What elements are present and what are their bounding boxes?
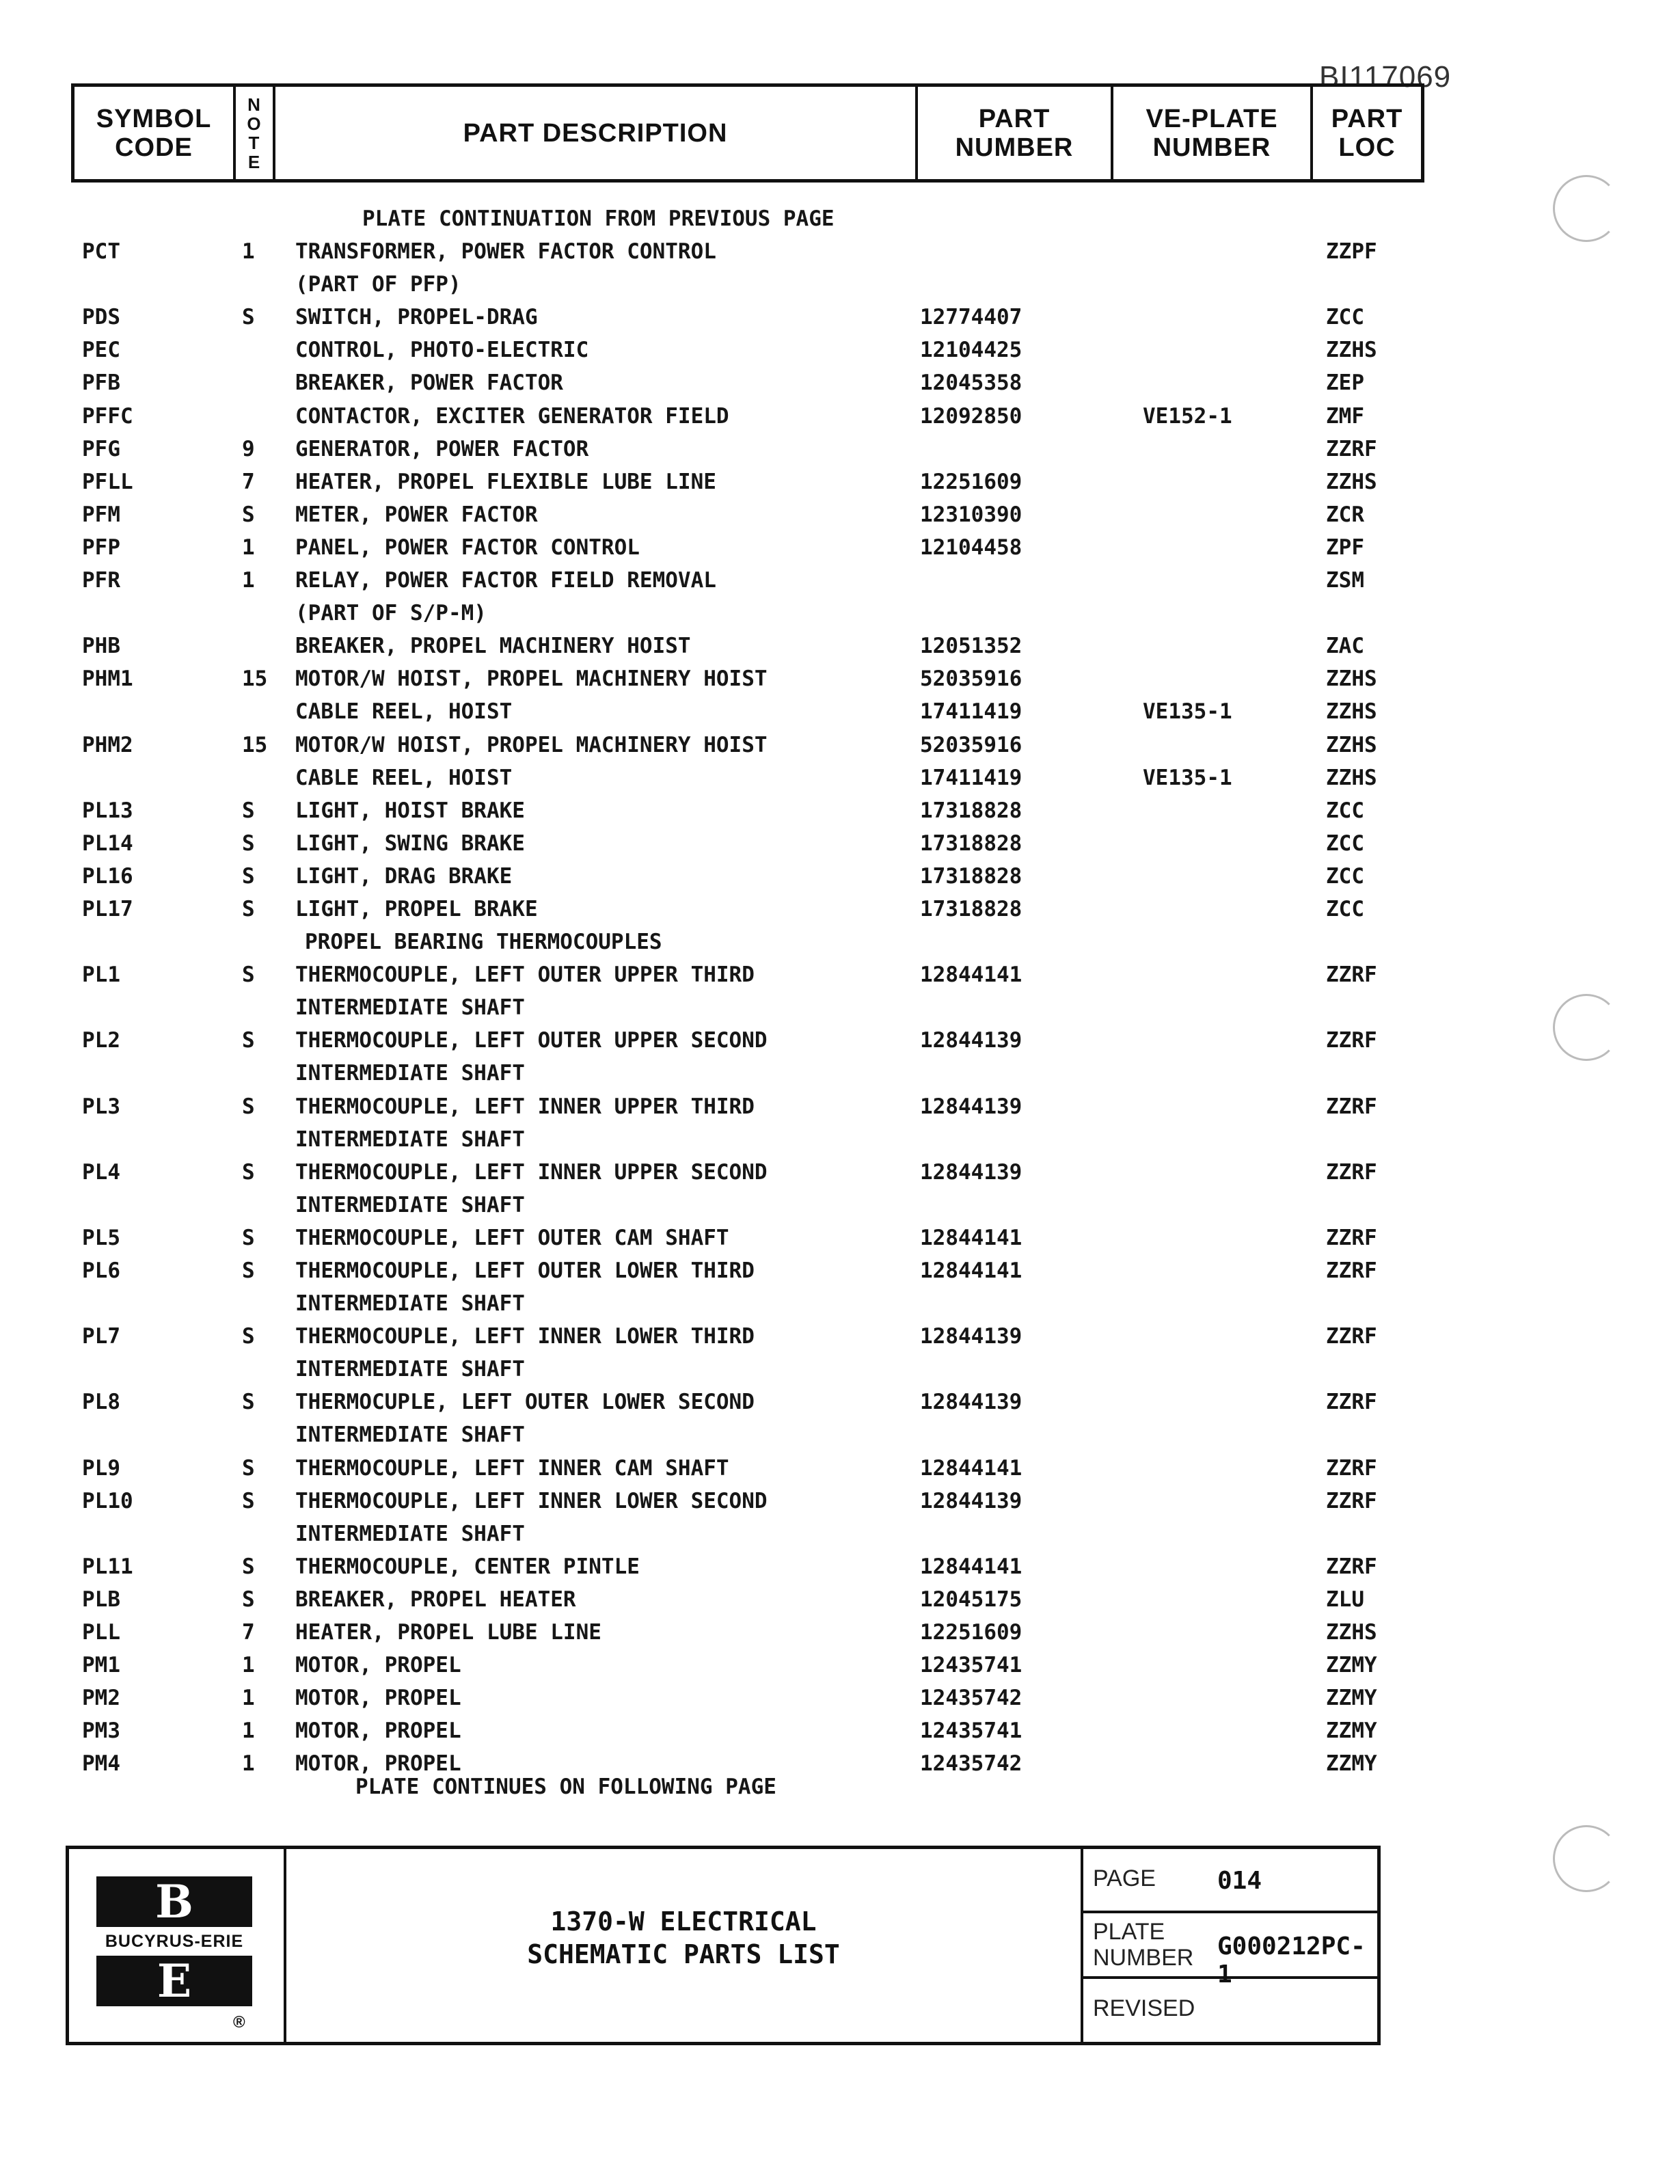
description-cell: MOTOR, PROPEL (295, 1686, 461, 1711)
symbol-code-cell: PFR (82, 568, 120, 593)
table-row (0, 695, 1680, 728)
part-loc-cell: ZCC (1326, 831, 1364, 856)
part-number-cell: 12310390 (920, 502, 1022, 527)
description-cell: CONTROL, PHOTO-ELECTRIC (295, 338, 589, 363)
symbol-code-cell: PFLL (82, 469, 133, 494)
part-loc-cell: ZZRF (1326, 1390, 1377, 1415)
part-number-cell: 12774407 (920, 305, 1022, 330)
table-row (0, 531, 1680, 564)
table-row (0, 794, 1680, 827)
title-block (66, 1846, 1381, 2045)
description-cell: THERMOCOUPLE, LEFT INNER UPPER THIRD (295, 1094, 755, 1119)
part-number-cell: 52035916 (920, 732, 1022, 757)
part-loc-cell: ZZMY (1326, 1718, 1377, 1744)
description-cell: THERMOCOUPLE, LEFT INNER LOWER SECOND (295, 1488, 768, 1513)
plate-number-cell (1083, 1913, 1377, 1988)
description-cell: BREAKER, PROPEL MACHINERY HOIST (295, 634, 691, 659)
part-loc-cell: ZCR (1326, 502, 1364, 527)
part-loc-cell: ZZMY (1326, 1686, 1377, 1711)
part-loc-cell: ZCC (1326, 863, 1364, 889)
note-cell: S (242, 502, 255, 527)
part-number-cell: 17318828 (920, 863, 1022, 889)
table-row (0, 761, 1680, 794)
part-number-cell: 12844139 (920, 1159, 1022, 1185)
table-row (0, 466, 1680, 498)
note-cell: 7 (242, 1620, 255, 1645)
note-cell: S (242, 1028, 255, 1053)
part-loc-cell: ZMF (1326, 403, 1364, 429)
table-row (0, 1747, 1680, 1780)
part-number-cell: 12844141 (920, 962, 1022, 988)
part-number-cell: 12844139 (920, 1390, 1022, 1415)
note-cell: S (242, 1258, 255, 1283)
part-loc-cell: ZPF (1326, 535, 1364, 560)
table-row (0, 1616, 1680, 1649)
part-loc-cell: ZZHS (1326, 699, 1377, 725)
description-cell: MOTOR/W HOIST, PROPEL MACHINERY HOIST (295, 732, 768, 757)
ve-plate-cell: VE135-1 (1143, 699, 1232, 725)
description-cell: CABLE REEL, HOIST (295, 699, 513, 725)
description-cell: LIGHT, PROPEL BRAKE (295, 896, 538, 921)
logo-company-name: BUCYRUS-ERIE (105, 1932, 244, 1951)
table-row (0, 827, 1680, 860)
part-number-cell: 12844141 (920, 1455, 1022, 1481)
revised-label: REVISED (1093, 1995, 1195, 2021)
description-cell: THERMOCOUPLE, LEFT INNER UPPER SECOND (295, 1159, 768, 1185)
table-row (0, 1518, 1680, 1550)
note-cell: S (242, 798, 255, 823)
symbol-code-cell: PCT (82, 239, 120, 265)
symbol-code-cell: PM1 (82, 1653, 120, 1678)
table-row (0, 1123, 1680, 1156)
symbol-code-cell: PL13 (82, 798, 133, 823)
part-number-cell: 12844139 (920, 1324, 1022, 1349)
table-row (0, 334, 1680, 366)
binder-hole-icon (1553, 1825, 1620, 1892)
part-number-cell: 12251609 (920, 469, 1022, 494)
part-loc-cell: ZZPF (1326, 239, 1377, 265)
table-row (0, 498, 1680, 531)
description-cell: MOTOR, PROPEL (295, 1751, 461, 1777)
description-cell: SWITCH, PROPEL-DRAG (295, 305, 538, 330)
header-part-loc: PART LOC (1331, 104, 1403, 162)
part-number-cell: 12435742 (920, 1686, 1022, 1711)
table-row (0, 1682, 1680, 1714)
note-cell: S (242, 1159, 255, 1185)
part-loc-cell: ZZHS (1326, 338, 1377, 363)
symbol-code-cell: PM3 (82, 1718, 120, 1744)
table-row (0, 1320, 1680, 1353)
table-row (0, 1714, 1680, 1747)
table-row (0, 1057, 1680, 1090)
description-cell: THERMOCOUPLE, LEFT OUTER UPPER SECOND (295, 1028, 768, 1053)
header-symbol-code: SYMBOL CODE (74, 87, 236, 179)
part-number-cell: 12435742 (920, 1751, 1022, 1777)
note-cell: S (242, 1554, 255, 1579)
part-number-cell: 17411419 (920, 699, 1022, 725)
description-cell: INTERMEDIATE SHAFT (295, 1423, 525, 1448)
symbol-code-cell: PM4 (82, 1751, 120, 1777)
document-title (286, 1849, 1083, 2042)
part-number-cell: 12251609 (920, 1620, 1022, 1645)
description-cell: THERMOCUPLE, LEFT OUTER LOWER SECOND (295, 1390, 755, 1415)
part-number-cell: 12844139 (920, 1094, 1022, 1119)
table-row (0, 1485, 1680, 1518)
symbol-code-cell: PDS (82, 305, 120, 330)
table-row (0, 1550, 1680, 1583)
table-row (0, 1452, 1680, 1485)
note-cell: S (242, 1390, 255, 1415)
part-number-cell: 52035916 (920, 666, 1022, 692)
note-cell: 15 (242, 732, 268, 757)
part-number-cell: 12045358 (920, 370, 1022, 396)
symbol-code-cell: PL2 (82, 1028, 120, 1053)
part-number-cell: 12092850 (920, 403, 1022, 429)
part-loc-cell: ZSM (1326, 568, 1364, 593)
part-number-cell: 12435741 (920, 1653, 1022, 1678)
title-line-1: 1370-W ELECTRICAL (550, 1906, 817, 1937)
page-cell (1083, 1849, 1377, 1913)
description-cell: LIGHT, DRAG BRAKE (295, 863, 513, 889)
part-loc-cell: ZZRF (1326, 436, 1377, 461)
table-row (0, 958, 1680, 991)
table-row (0, 860, 1680, 893)
note-cell: 1 (242, 535, 255, 560)
note-cell: 7 (242, 469, 255, 494)
description-cell: METER, POWER FACTOR (295, 502, 538, 527)
note-cell: S (242, 896, 255, 921)
continuation-heading: PLATE CONTINUATION FROM PREVIOUS PAGE (362, 206, 835, 231)
description-cell: PANEL, POWER FACTOR CONTROL (295, 535, 640, 560)
part-number-cell: 12045175 (920, 1587, 1022, 1612)
part-loc-cell: ZZHS (1326, 765, 1377, 790)
description-cell: HEATER, PROPEL FLEXIBLE LUBE LINE (295, 469, 716, 494)
note-cell: S (242, 305, 255, 330)
table-row (0, 1189, 1680, 1222)
table-row (0, 235, 1680, 268)
part-loc-cell: ZZMY (1326, 1751, 1377, 1777)
table-row (0, 926, 1680, 958)
table-row (0, 630, 1680, 662)
table-row (0, 729, 1680, 761)
note-cell: 1 (242, 1686, 255, 1711)
part-loc-cell: ZZRF (1326, 1554, 1377, 1579)
document-id: BI117069 (1319, 60, 1452, 94)
description-cell: (PART OF PFP) (295, 272, 461, 297)
part-number-cell: 12104425 (920, 338, 1022, 363)
description-cell: MOTOR/W HOIST, PROPEL MACHINERY HOIST (295, 666, 768, 692)
symbol-code-cell: PFP (82, 535, 120, 560)
plate-number-value: G000212PC-1 (1217, 1932, 1366, 1988)
note-cell: S (242, 1324, 255, 1349)
part-number-cell: 17411419 (920, 765, 1022, 790)
part-loc-cell: ZZRF (1326, 1258, 1377, 1283)
table-row (0, 1583, 1680, 1616)
note-cell: 1 (242, 1718, 255, 1744)
table-row (0, 366, 1680, 399)
binder-hole-icon (1553, 994, 1620, 1061)
part-loc-cell: ZZRF (1326, 1324, 1377, 1349)
continues-heading: PLATE CONTINUES ON FOLLOWING PAGE (355, 1775, 776, 1799)
part-loc-cell: ZZRF (1326, 962, 1377, 988)
part-number-cell: 12844141 (920, 1554, 1022, 1579)
part-loc-cell: ZZHS (1326, 732, 1377, 757)
table-row (0, 268, 1680, 301)
symbol-code-cell: PL6 (82, 1258, 120, 1283)
symbol-code-cell: PFM (82, 502, 120, 527)
plate-info (1083, 1849, 1377, 2042)
symbol-code-cell: PFFC (82, 403, 133, 429)
part-number-cell: 17318828 (920, 798, 1022, 823)
description-cell: INTERMEDIATE SHAFT (295, 1061, 525, 1086)
part-number-cell: 12104458 (920, 535, 1022, 560)
symbol-code-cell: PL3 (82, 1094, 120, 1119)
table-row (0, 1287, 1680, 1320)
part-loc-cell: ZZHS (1326, 1620, 1377, 1645)
table-row (0, 433, 1680, 466)
part-number-cell: 12844139 (920, 1488, 1022, 1513)
description-cell: THERMOCOUPLE, LEFT INNER CAM SHAFT (295, 1455, 729, 1481)
part-loc-cell: ZZMY (1326, 1653, 1377, 1678)
note-cell: S (242, 1094, 255, 1119)
symbol-code-cell: PFB (82, 370, 120, 396)
part-loc-cell: ZCC (1326, 798, 1364, 823)
part-loc-cell: ZCC (1326, 896, 1364, 921)
description-cell: TRANSFORMER, POWER FACTOR CONTROL (295, 239, 716, 265)
description-cell: THERMOCOUPLE, LEFT OUTER LOWER THIRD (295, 1258, 755, 1283)
column-header-row (71, 83, 1424, 183)
table-row (0, 893, 1680, 926)
table-row (0, 1156, 1680, 1189)
description-cell: THERMOCOUPLE, LEFT INNER LOWER THIRD (295, 1324, 755, 1349)
note-cell: 15 (242, 666, 268, 692)
note-cell: 9 (242, 436, 255, 461)
symbol-code-cell: PEC (82, 338, 120, 363)
part-loc-cell: ZZRF (1326, 1455, 1377, 1481)
part-loc-cell: ZAC (1326, 634, 1364, 659)
symbol-code-cell: PL16 (82, 863, 133, 889)
description-cell: INTERMEDIATE SHAFT (295, 1192, 525, 1217)
symbol-code-cell: PLB (82, 1587, 120, 1612)
binder-hole-icon (1553, 175, 1620, 242)
note-cell: S (242, 831, 255, 856)
revised-cell (1083, 1979, 1377, 2042)
part-number-cell: 12844139 (920, 1028, 1022, 1053)
logo-letter-b: B (96, 1876, 252, 1927)
part-loc-cell: ZZRF (1326, 1159, 1377, 1185)
table-row (0, 1254, 1680, 1287)
description-cell: GENERATOR, POWER FACTOR (295, 436, 589, 461)
note-cell: 1 (242, 1653, 255, 1678)
symbol-code-cell: PL9 (82, 1455, 120, 1481)
table-row (0, 301, 1680, 334)
symbol-code-cell: PL8 (82, 1390, 120, 1415)
note-cell: S (242, 1225, 255, 1250)
table-row (0, 991, 1680, 1024)
symbol-code-cell: PM2 (82, 1686, 120, 1711)
description-cell: RELAY, POWER FACTOR FIELD REMOVAL (295, 568, 716, 593)
description-cell: (PART OF S/P-M) (295, 601, 487, 626)
table-row (0, 1222, 1680, 1254)
description-cell: INTERMEDIATE SHAFT (295, 1127, 525, 1152)
part-number-cell: 12435741 (920, 1718, 1022, 1744)
symbol-code-cell: PL7 (82, 1324, 120, 1349)
description-cell: CABLE REEL, HOIST (295, 765, 513, 790)
page-value: 014 (1217, 1867, 1262, 1895)
company-logo (69, 1849, 286, 2042)
note-cell: S (242, 962, 255, 988)
parts-list (0, 202, 1680, 1781)
note-cell: 1 (242, 568, 255, 593)
part-number-cell: 12051352 (920, 634, 1022, 659)
symbol-code-cell: PL4 (82, 1159, 120, 1185)
symbol-code-cell: PL14 (82, 831, 133, 856)
description-cell: BREAKER, PROPEL HEATER (295, 1587, 576, 1612)
symbol-code-cell: PFG (82, 436, 120, 461)
note-cell: S (242, 1455, 255, 1481)
table-row (0, 1090, 1680, 1123)
symbol-code-cell: PL17 (82, 896, 133, 921)
table-row (0, 1024, 1680, 1057)
section-heading: PROPEL BEARING THERMOCOUPLES (305, 930, 662, 954)
header-part-number: PART NUMBER (918, 87, 1113, 179)
symbol-code-cell: PL5 (82, 1225, 120, 1250)
description-cell: INTERMEDIATE SHAFT (295, 995, 525, 1021)
header-note: N O T E (236, 87, 275, 179)
header-part-description: PART DESCRIPTION (275, 87, 918, 179)
part-loc-cell: ZLU (1326, 1587, 1364, 1612)
part-number-cell: 17318828 (920, 831, 1022, 856)
description-cell: MOTOR, PROPEL (295, 1653, 461, 1678)
symbol-code-cell: PL1 (82, 962, 120, 988)
note-cell: S (242, 1587, 255, 1612)
plate-number-label: PLATE NUMBER (1093, 1919, 1194, 1971)
table-row (0, 1353, 1680, 1386)
part-loc-cell: ZEP (1326, 370, 1364, 396)
table-row (0, 1649, 1680, 1682)
description-cell: CONTACTOR, EXCITER GENERATOR FIELD (295, 403, 729, 429)
part-number-cell: 12844141 (920, 1225, 1022, 1250)
table-row (0, 564, 1680, 597)
description-cell: THERMOCOUPLE, LEFT OUTER CAM SHAFT (295, 1225, 729, 1250)
description-cell: LIGHT, HOIST BRAKE (295, 798, 525, 823)
table-row (0, 1418, 1680, 1451)
table-row (0, 662, 1680, 695)
header-ve-plate-number: VE-PLATE NUMBER (1113, 87, 1313, 179)
page-label: PAGE (1093, 1865, 1156, 1891)
part-loc-cell: ZZRF (1326, 1225, 1377, 1250)
note-cell: 1 (242, 1751, 255, 1777)
part-loc-cell: ZZRF (1326, 1488, 1377, 1513)
note-cell: S (242, 863, 255, 889)
note-cell: S (242, 1488, 255, 1513)
part-number-cell: 17318828 (920, 896, 1022, 921)
logo-letter-e: E (96, 1956, 252, 2006)
description-cell: MOTOR, PROPEL (295, 1718, 461, 1744)
title-line-2: SCHEMATIC PARTS LIST (527, 1939, 840, 1969)
symbol-code-cell: PHM1 (82, 666, 133, 692)
part-loc-cell: ZZRF (1326, 1028, 1377, 1053)
part-loc-cell: ZCC (1326, 305, 1364, 330)
part-loc-cell: ZZHS (1326, 469, 1377, 494)
table-row (0, 400, 1680, 433)
ve-plate-cell: VE152-1 (1143, 403, 1232, 429)
description-cell: HEATER, PROPEL LUBE LINE (295, 1620, 601, 1645)
part-loc-cell: ZZRF (1326, 1094, 1377, 1119)
description-cell: THERMOCOUPLE, CENTER PINTLE (295, 1554, 640, 1579)
description-cell: INTERMEDIATE SHAFT (295, 1291, 525, 1317)
description-cell: INTERMEDIATE SHAFT (295, 1521, 525, 1546)
table-row (0, 597, 1680, 630)
description-cell: INTERMEDIATE SHAFT (295, 1357, 525, 1382)
table-row (0, 1386, 1680, 1418)
part-number-cell: 12844141 (920, 1258, 1022, 1283)
description-cell: LIGHT, SWING BRAKE (295, 831, 525, 856)
part-loc-cell: ZZHS (1326, 666, 1377, 692)
symbol-code-cell: PL11 (82, 1554, 133, 1579)
symbol-code-cell: PLL (82, 1620, 120, 1645)
symbol-code-cell: PHM2 (82, 732, 133, 757)
ve-plate-cell: VE135-1 (1143, 765, 1232, 790)
registered-mark: ® (233, 2013, 245, 2032)
description-cell: THERMOCOUPLE, LEFT OUTER UPPER THIRD (295, 962, 755, 988)
note-cell: 1 (242, 239, 255, 265)
symbol-code-cell: PL10 (82, 1488, 133, 1513)
description-cell: BREAKER, POWER FACTOR (295, 370, 563, 396)
table-row (0, 202, 1680, 235)
symbol-code-cell: PHB (82, 634, 120, 659)
